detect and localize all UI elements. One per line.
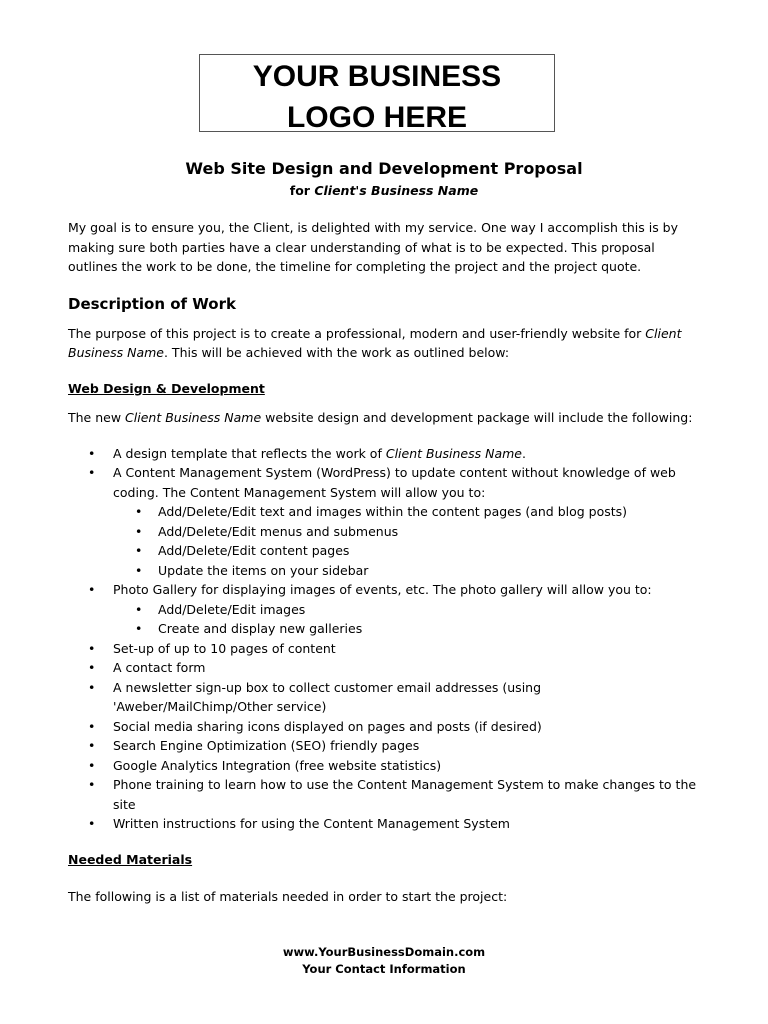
- sub-list-item: • Create and display new galleries: [113, 619, 704, 639]
- footer-domain: www.YourBusinessDomain.com: [282, 945, 486, 959]
- lead-text-after: website design and development package will include the following:: [261, 410, 693, 425]
- sub-list-item: • Add/Delete/Edit content pages: [113, 541, 704, 561]
- description-heading: Description of Work: [68, 294, 236, 313]
- list-item: • Search Engine Optimization (SEO) friendly pages: [68, 736, 704, 756]
- footer-contact: Your Contact Information: [302, 962, 466, 976]
- list-item-text: A design template that reflects the work of: [113, 445, 386, 461]
- list-item-text: A Content Management System (WordPress) to update content without knowledge of web coding. The Content Management System will allow you to:: [113, 465, 676, 500]
- subtitle-prefix: for: [289, 183, 315, 198]
- subtitle-client-name: Client's Business Name: [314, 183, 479, 198]
- document-subtitle: [0, 183, 768, 198]
- list-item: • Social media sharing icons displayed on pages and posts (if desired): [68, 717, 704, 737]
- logo-placeholder: [199, 54, 555, 132]
- purpose-client-name: Client Business Name: [68, 325, 682, 360]
- web-design-lead: [68, 408, 704, 428]
- purpose-text-before: The purpose of this project is to create a professional, modern and user-friendly website for: [68, 325, 646, 341]
- lead-client-name: Client Business Name: [125, 410, 262, 425]
- list-item: • A newsletter sign-up box to collect customer email addresses (using 'Aweber/MailChimp/Other service): [68, 678, 704, 717]
- list-item-text: Photo Gallery for displaying images of events, etc. The photo gallery will allow you to:: [113, 582, 652, 597]
- list-item: • Set-up of up to 10 pages of content: [68, 639, 704, 659]
- list-item-text: .: [521, 445, 526, 461]
- list-item: • Written instructions for using the Content Management System: [68, 814, 704, 834]
- list-item-client-name: Client Business Name: [385, 445, 522, 461]
- logo-line-1: YOUR BUSINESS: [252, 60, 502, 93]
- logo-line-2: LOGO HERE: [286, 101, 467, 134]
- sub-list-item: • Update the items on your sidebar: [113, 561, 704, 581]
- sub-list-item: • Add/Delete/Edit text and images within the content pages (and blog posts): [113, 502, 704, 522]
- purpose-text-after: . This will be achieved with the work as outlined below:: [163, 345, 510, 360]
- intro-paragraph: My goal is to ensure you, the Client, is delighted with my service. One way I accomplish this is by making sure both parties have a clear understanding of what is to be expected. This proposal outlines the work to be done, the timeline for completing the project and the project quote.: [68, 220, 679, 274]
- web-design-heading: Web Design & Development: [68, 380, 265, 396]
- page-footer: [0, 944, 768, 978]
- document-body: [68, 218, 704, 907]
- sub-list-item: • Add/Delete/Edit menus and submenus: [113, 522, 704, 542]
- needed-materials-lead: The following is a list of materials needed in order to start the project:: [68, 889, 508, 904]
- sub-list-item: • Add/Delete/Edit images: [113, 600, 704, 620]
- document-title: Web Site Design and Development Proposal: [185, 159, 583, 178]
- lead-text-before: The new: [68, 410, 126, 425]
- list-item: • Google Analytics Integration (free website statistics): [68, 756, 704, 776]
- list-item: • Phone training to learn how to use the Content Management System to make changes to the site: [68, 775, 704, 814]
- list-item: • A contact form: [68, 658, 704, 678]
- needed-materials-heading: Needed Materials: [68, 851, 193, 867]
- gallery-sublist: [113, 600, 704, 639]
- deliverables-list: [68, 444, 704, 834]
- cms-sublist: [113, 502, 704, 580]
- list-item: [68, 580, 704, 639]
- list-item: [68, 463, 704, 580]
- purpose-paragraph: [68, 324, 704, 363]
- list-item: [68, 444, 704, 464]
